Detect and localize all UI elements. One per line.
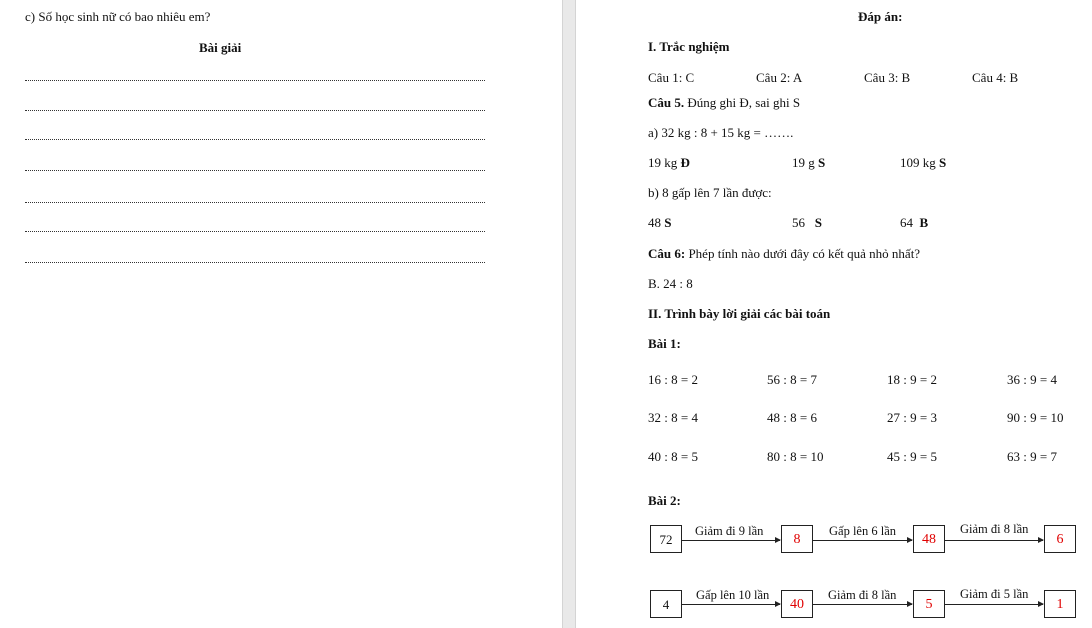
- page-gap: [562, 0, 576, 628]
- bai1-cell: 36 : 9 = 4: [1007, 372, 1057, 387]
- question-c: c) Số học sinh nữ có bao nhiêu em?: [25, 9, 211, 24]
- q5a-option: 19 kg Đ: [648, 155, 690, 170]
- chain2-op-label: Giảm đi 5 lần: [960, 587, 1029, 601]
- bai1-cell: 40 : 8 = 5: [648, 449, 698, 464]
- q5b-option: 56 S: [792, 215, 822, 230]
- q6-line: [648, 246, 920, 262]
- bai1-cell: 27 : 9 = 3: [887, 410, 937, 425]
- q5b-option: 48 S: [648, 215, 672, 230]
- bai1-cell: 16 : 8 = 2: [648, 372, 698, 387]
- arrow-icon: [682, 540, 780, 541]
- bai1-cell: 48 : 8 = 6: [767, 410, 817, 425]
- bai1-cell: 32 : 8 = 4: [648, 410, 698, 425]
- answer-line: [25, 202, 485, 203]
- bai1-cell: 45 : 9 = 5: [887, 449, 937, 464]
- chain1-op-label: Giảm đi 9 lần: [695, 524, 764, 538]
- arrow-icon: [813, 604, 912, 605]
- chain1-op-label: Giảm đi 8 lần: [960, 522, 1029, 536]
- chain1-result-box: 48: [913, 525, 945, 553]
- answer-line: [25, 80, 485, 81]
- q6-text: Phép tính nào dưới đây có kết quả nhỏ nhất?: [685, 246, 921, 261]
- mcq-answer: Câu 3: B: [864, 70, 911, 85]
- part2-heading: II. Trình bày lời giải các bài toán: [648, 306, 831, 321]
- bai1-cell: 56 : 8 = 7: [767, 372, 817, 387]
- chain2-result-box: 40: [781, 590, 813, 618]
- arrow-icon: [945, 604, 1043, 605]
- part1-heading: I. Trắc nghiệm: [648, 39, 730, 54]
- q5a-option: 19 g S: [792, 155, 826, 170]
- chain2-op-label: Gấp lên 10 lần: [696, 588, 770, 602]
- q5a-text: a) 32 kg : 8 + 15 kg = …….: [648, 125, 794, 140]
- bai1-heading: Bài 1:: [648, 336, 681, 351]
- q5a-option: 109 kg S: [900, 155, 947, 170]
- answer-line: [25, 139, 485, 140]
- answer-title: Đáp án:: [858, 9, 903, 24]
- mcq-answer: Câu 2: A: [756, 70, 803, 85]
- chain1-result-box: 8: [781, 525, 813, 553]
- chain2-op-label: Giảm đi 8 lần: [828, 588, 897, 602]
- chain2-start-box: 4: [650, 590, 682, 618]
- q5b-option: 64 B: [900, 215, 929, 230]
- answer-line: [25, 262, 485, 263]
- solution-heading: Bài giải: [199, 40, 242, 55]
- q5b-text: b) 8 gấp lên 7 lần được:: [648, 185, 772, 200]
- answer-line: [25, 170, 485, 171]
- q6-label: Câu 6:: [648, 246, 686, 261]
- mcq-answer: Câu 1: C: [648, 70, 695, 85]
- chain1-result-box: 6: [1044, 525, 1076, 553]
- chain2-result-box: 5: [913, 590, 945, 618]
- mcq-answer: Câu 4: B: [972, 70, 1019, 85]
- bai2-heading: Bài 2:: [648, 493, 681, 508]
- chain2-result-box: 1: [1044, 590, 1076, 618]
- q5-line: [648, 95, 800, 111]
- arrow-icon: [813, 540, 912, 541]
- arrow-icon: [945, 540, 1043, 541]
- bai1-cell: 63 : 9 = 7: [1007, 449, 1057, 464]
- chain1-op-label: Gấp lên 6 lần: [829, 524, 896, 538]
- arrow-icon: [682, 604, 780, 605]
- answer-line: [25, 231, 485, 232]
- bai1-cell: 80 : 8 = 10: [767, 449, 824, 464]
- q6-answer: B. 24 : 8: [648, 276, 693, 291]
- right-page: [576, 0, 1092, 628]
- chain1-start-box: 72: [650, 525, 682, 553]
- q5-text: Đúng ghi Đ, sai ghi S: [684, 95, 801, 110]
- bai1-cell: 90 : 9 = 10: [1007, 410, 1064, 425]
- answer-line: [25, 110, 485, 111]
- q5-label: Câu 5.: [648, 95, 685, 110]
- bai1-cell: 18 : 9 = 2: [887, 372, 937, 387]
